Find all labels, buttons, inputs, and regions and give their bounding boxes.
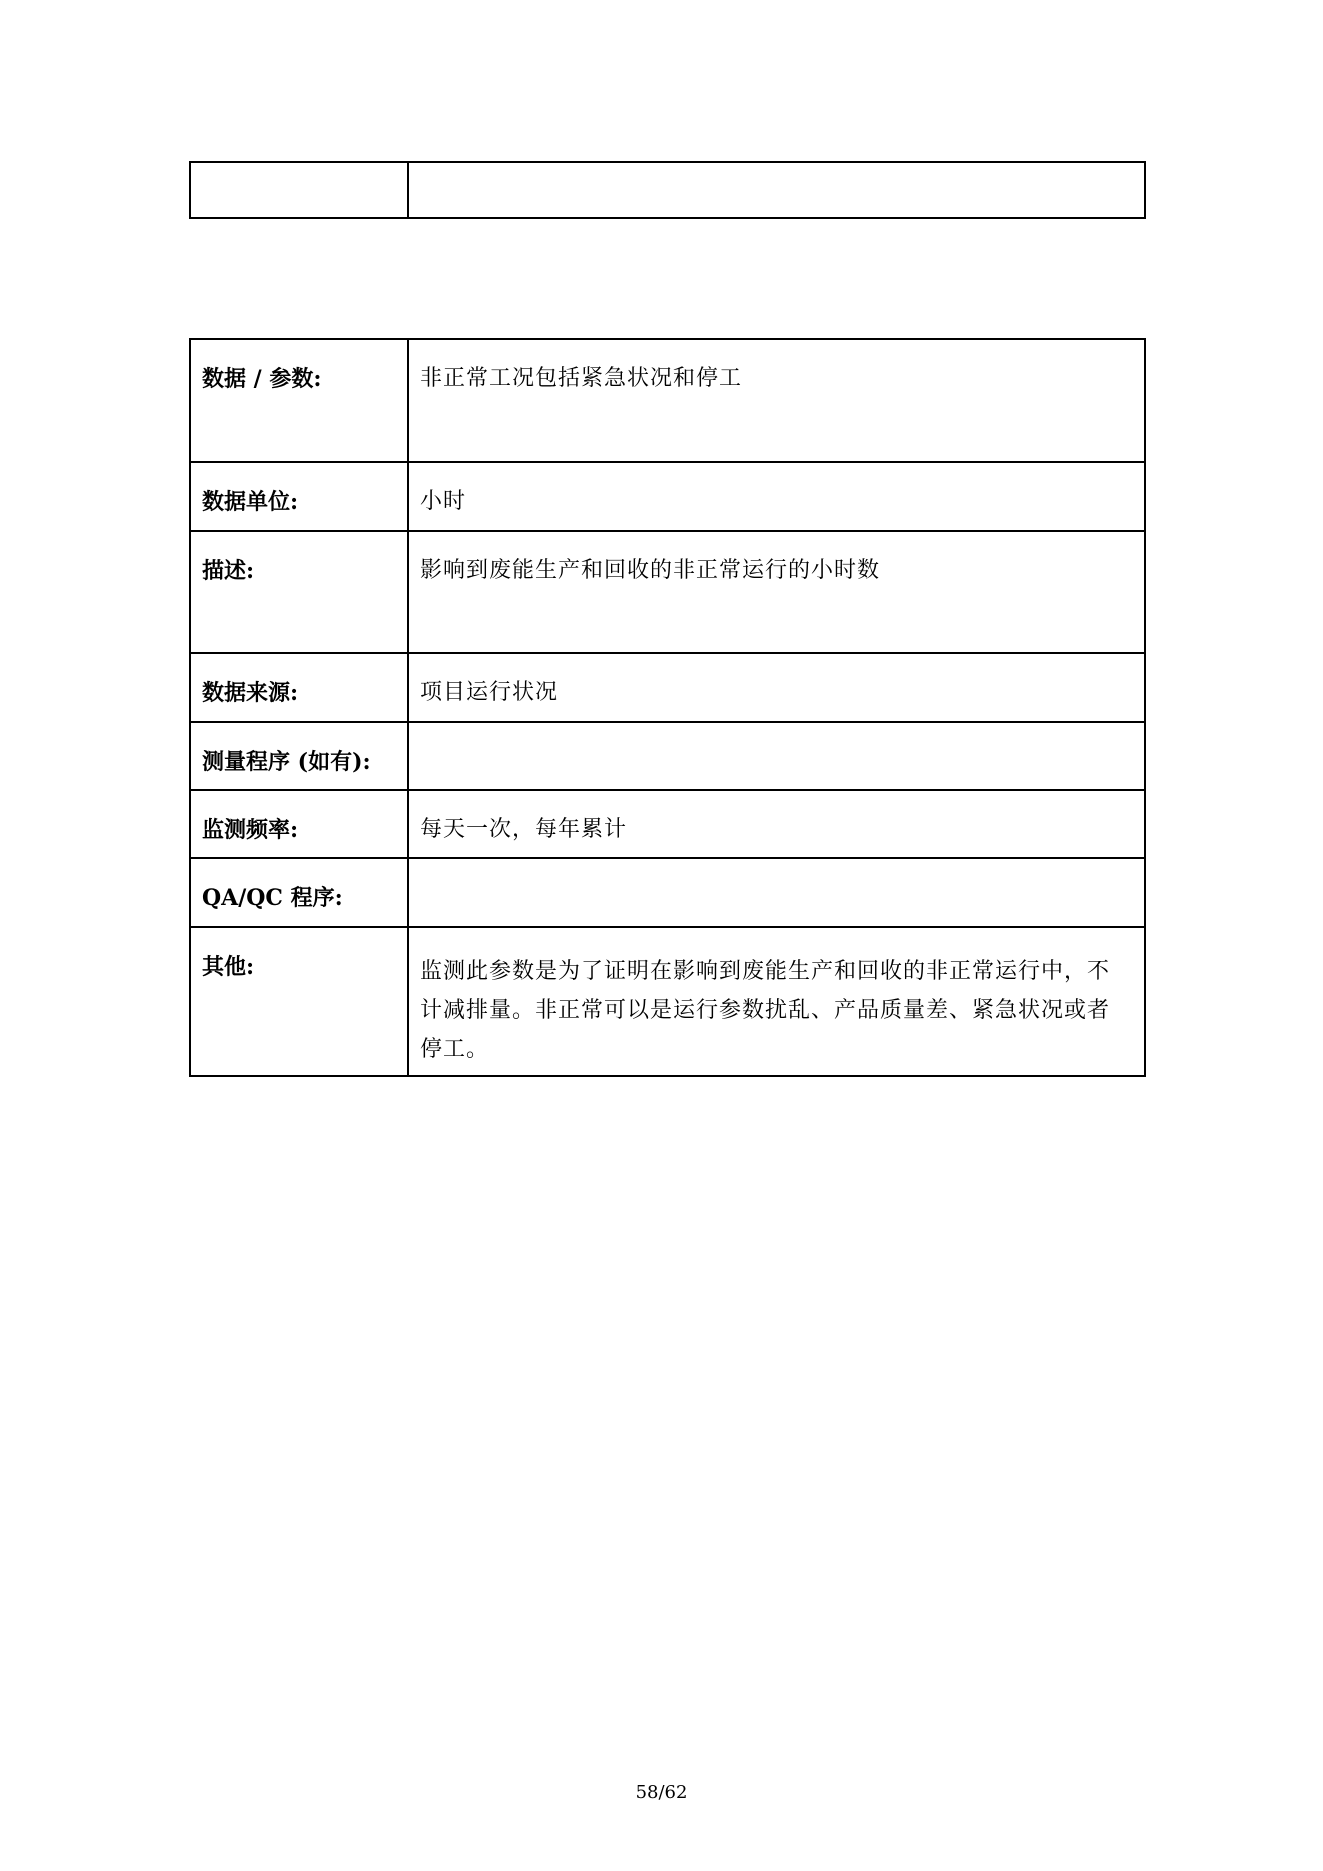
- value-other: 监测此参数是为了证明在影响到废能生产和回收的非正常运行中，不计减排量。非正常可以是运行参数扰乱、产品质量差、紧急状况或者停工。: [408, 927, 1145, 1076]
- label-description: 描述:: [190, 531, 408, 653]
- value-data-unit: 小时: [408, 462, 1145, 531]
- value-measurement-procedure: [408, 722, 1145, 790]
- label-monitoring-frequency: 监测频率:: [190, 790, 408, 858]
- table-row: [190, 927, 1145, 1076]
- table-row: [190, 162, 1145, 218]
- page-number: 58/62: [635, 1782, 688, 1803]
- table-row: [190, 462, 1145, 531]
- continuation-table: [189, 161, 1146, 219]
- continuation-value-cell: [408, 162, 1145, 218]
- parameter-table: [189, 338, 1146, 1077]
- table-row: [190, 722, 1145, 790]
- table-row: [190, 858, 1145, 927]
- table-row: [190, 653, 1145, 722]
- label-measurement-procedure: 测量程序 (如有):: [190, 722, 408, 790]
- label-data-parameter: 数据 / 参数:: [190, 339, 408, 462]
- value-data-parameter: 非正常工况包括紧急状况和停工: [408, 339, 1145, 462]
- value-monitoring-frequency: 每天一次，每年累计: [408, 790, 1145, 858]
- table-row: [190, 339, 1145, 462]
- label-data-unit: 数据单位:: [190, 462, 408, 531]
- continuation-label-cell: [190, 162, 408, 218]
- value-description: 影响到废能生产和回收的非正常运行的小时数: [408, 531, 1145, 653]
- table-row: [190, 790, 1145, 858]
- value-data-source: 项目运行状况: [408, 653, 1145, 722]
- table-row: [190, 531, 1145, 653]
- label-data-source: 数据来源:: [190, 653, 408, 722]
- label-qaqc-procedure: QA/QC 程序:: [190, 858, 408, 927]
- value-qaqc-procedure: [408, 858, 1145, 927]
- label-other: 其他:: [190, 927, 408, 1076]
